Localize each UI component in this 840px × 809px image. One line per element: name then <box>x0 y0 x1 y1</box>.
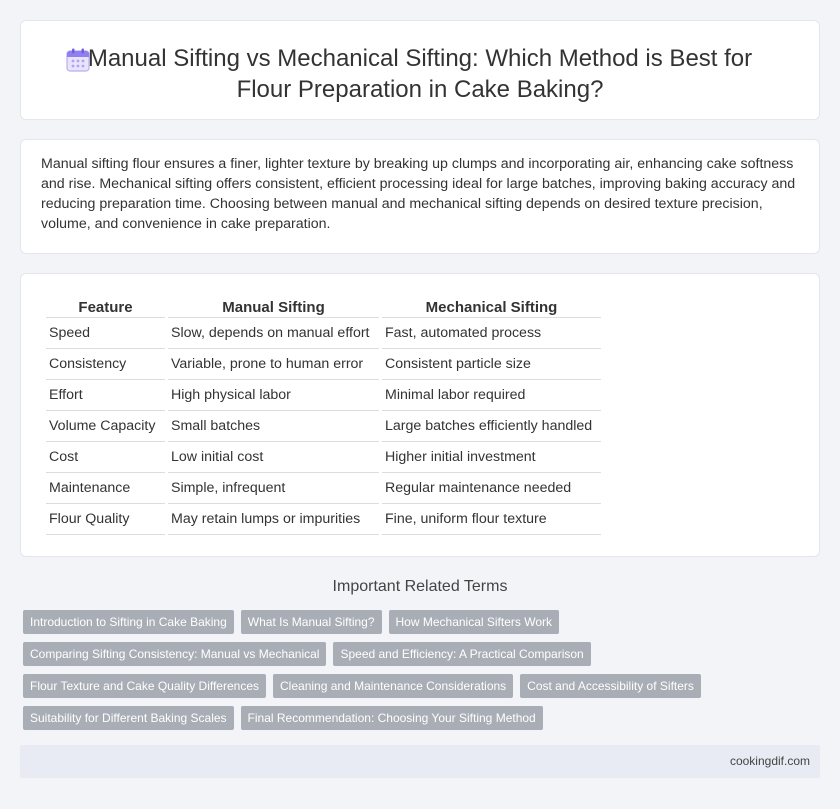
table-cell: High physical labor <box>168 380 379 411</box>
table-cell: Simple, infrequent <box>168 473 379 504</box>
related-term-tag[interactable]: Suitability for Different Baking Scales <box>23 706 234 730</box>
table-cell: Cost <box>46 442 165 473</box>
table-cell: May retain lumps or impurities <box>168 504 379 535</box>
table-header-mechanical: Mechanical Sifting <box>382 296 601 318</box>
summary-text: Manual sifting flour ensures a finer, lighter texture by breaking up clumps and incorporating air, enhancing cake softness and rise. Mechanical sifting offers consistent, efficient processing ideal for large batches, improving baking accuracy and reducing preparation time. Choosing between manual and mechanical sifting depends on desired texture precision, volume, and convenience in cake preparation. <box>41 156 796 232</box>
table-cell: Regular maintenance needed <box>382 473 601 504</box>
table-cell: Volume Capacity <box>46 411 165 442</box>
table-row <box>46 349 601 380</box>
table-cell: Large batches efficiently handled <box>382 411 601 442</box>
related-terms-list <box>23 610 813 738</box>
table-cell: Variable, prone to human error <box>168 349 379 380</box>
related-term-tag[interactable]: How Mechanical Sifters Work <box>389 610 560 634</box>
footer <box>20 745 820 778</box>
table-cell: Low initial cost <box>168 442 379 473</box>
table-cell: Effort <box>46 380 165 411</box>
table-cell: Slow, depends on manual effort <box>168 318 379 349</box>
table-header-manual: Manual Sifting <box>168 296 379 318</box>
table-header-feature: Feature <box>46 296 165 318</box>
related-term-tag[interactable]: Final Recommendation: Choosing Your Sifting Method <box>241 706 543 730</box>
table-cell: Maintenance <box>46 473 165 504</box>
table-row <box>46 504 601 535</box>
table-cell: Flour Quality <box>46 504 165 535</box>
table-row <box>46 318 601 349</box>
related-term-tag[interactable]: Speed and Efficiency: A Practical Comparison <box>333 642 590 666</box>
summary-card <box>20 139 820 254</box>
table-cell: Minimal labor required <box>382 380 601 411</box>
table-row <box>46 442 601 473</box>
related-term-tag[interactable]: Introduction to Sifting in Cake Baking <box>23 610 234 634</box>
table-row <box>46 411 601 442</box>
table-row <box>46 380 601 411</box>
table-cell: Speed <box>46 318 165 349</box>
related-term-tag[interactable]: Cleaning and Maintenance Considerations <box>273 674 513 698</box>
related-terms-title: Important Related Terms <box>332 578 508 595</box>
table-cell: Fine, uniform flour texture <box>382 504 601 535</box>
table-cell: Consistency <box>46 349 165 380</box>
table-cell: Fast, automated process <box>382 318 601 349</box>
page-title: Manual Sifting vs Mechanical Sifting: Which Method is Best for Flour Preparation in Cake Baking? <box>87 45 753 103</box>
related-term-tag[interactable]: Cost and Accessibility of Sifters <box>520 674 701 698</box>
related-term-tag[interactable]: Comparing Sifting Consistency: Manual vs Mechanical <box>23 642 326 666</box>
comparison-table-card <box>20 273 820 557</box>
header-card <box>20 20 820 120</box>
comparison-table <box>43 296 604 535</box>
table-cell: Higher initial investment <box>382 442 601 473</box>
table-cell: Small batches <box>168 411 379 442</box>
table-header-row <box>46 296 601 318</box>
related-term-tag[interactable]: Flour Texture and Cake Quality Differences <box>23 674 266 698</box>
table-row <box>46 473 601 504</box>
footer-site-link[interactable]: cookingdif.com <box>729 754 810 768</box>
table-cell: Consistent particle size <box>382 349 601 380</box>
related-term-tag[interactable]: What Is Manual Sifting? <box>241 610 382 634</box>
